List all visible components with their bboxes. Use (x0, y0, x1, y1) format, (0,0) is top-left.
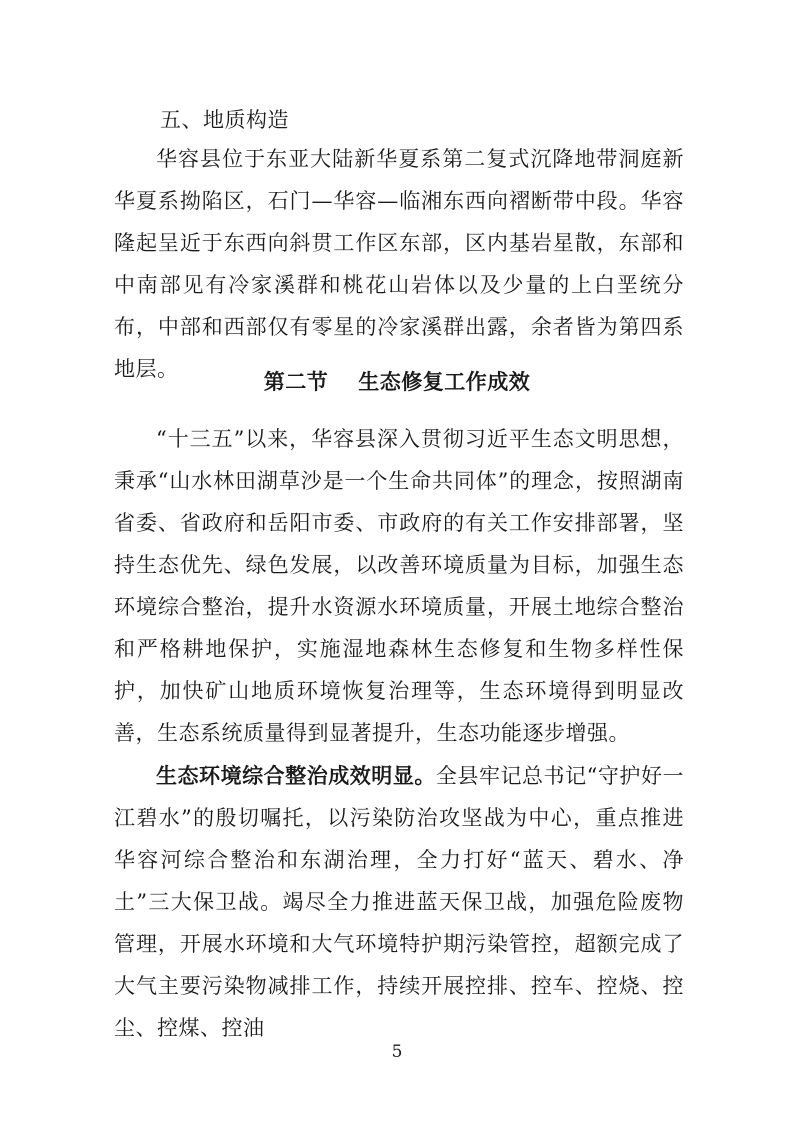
achievement-lead: 生态环境综合整治成效明显。 (156, 764, 436, 788)
intro-paragraph: “十三五”以来，华容县深入贯彻习近平生态文明思想，秉承“山水林田湖草沙是一个生命共同体”的理念，按照湖南省委、省政府和岳阳市委、市政府的有关工作安排部署，坚持生态优先、绿色发展，以改善环境质量为目标，加强生态环境综合整治，提升水资源水环境质量，开展土地综合整治和严格耕地保护，实施湿地森林生态修复和生物多样性保护，加快矿山地质环境恢复治理等，生态环境得到明显改善，生态系统质量得到显著提升，生态功能逐步增强。 (114, 427, 684, 745)
achievement-paragraph (114, 755, 684, 1049)
section-title-text: 生态修复工作成效 (358, 370, 531, 394)
section-number: 第二节 (263, 370, 329, 394)
page-number: 5 (391, 1042, 403, 1062)
section-title (0, 366, 794, 398)
geology-paragraph: 华容县位于东亚大陆新华夏系第二复式沉降地带洞庭新华夏系拗陷区，石门—华容—临湘东西向褶断带中段。华容隆起呈近于东西向斜贯工作区东部，区内基岩星散，东部和中南部见有冷家溪群和桃花山岩体以及少量的上白垩统分布，中部和西部仅有零星的冷家溪群出露，余者皆为第四系地层。 (114, 147, 684, 381)
achievement-body: 全县牢记总书记“守护好一江碧水”的殷切嘱托，以污染防治攻坚战为中心，重点推进华容河综合整治和东湖治理，全力打好“蓝天、碧水、净土”三大保卫战。竭尽全力推进蓝天保卫战，加强危险废物管理，开展水环境和大气环境特护期污染管控，超额完成了大气主要污染物减排工作，持续开展控排、控车、控烧、控尘、控煤、控油 (114, 764, 684, 1040)
subsection-heading: 五、地质构造 (160, 108, 289, 132)
